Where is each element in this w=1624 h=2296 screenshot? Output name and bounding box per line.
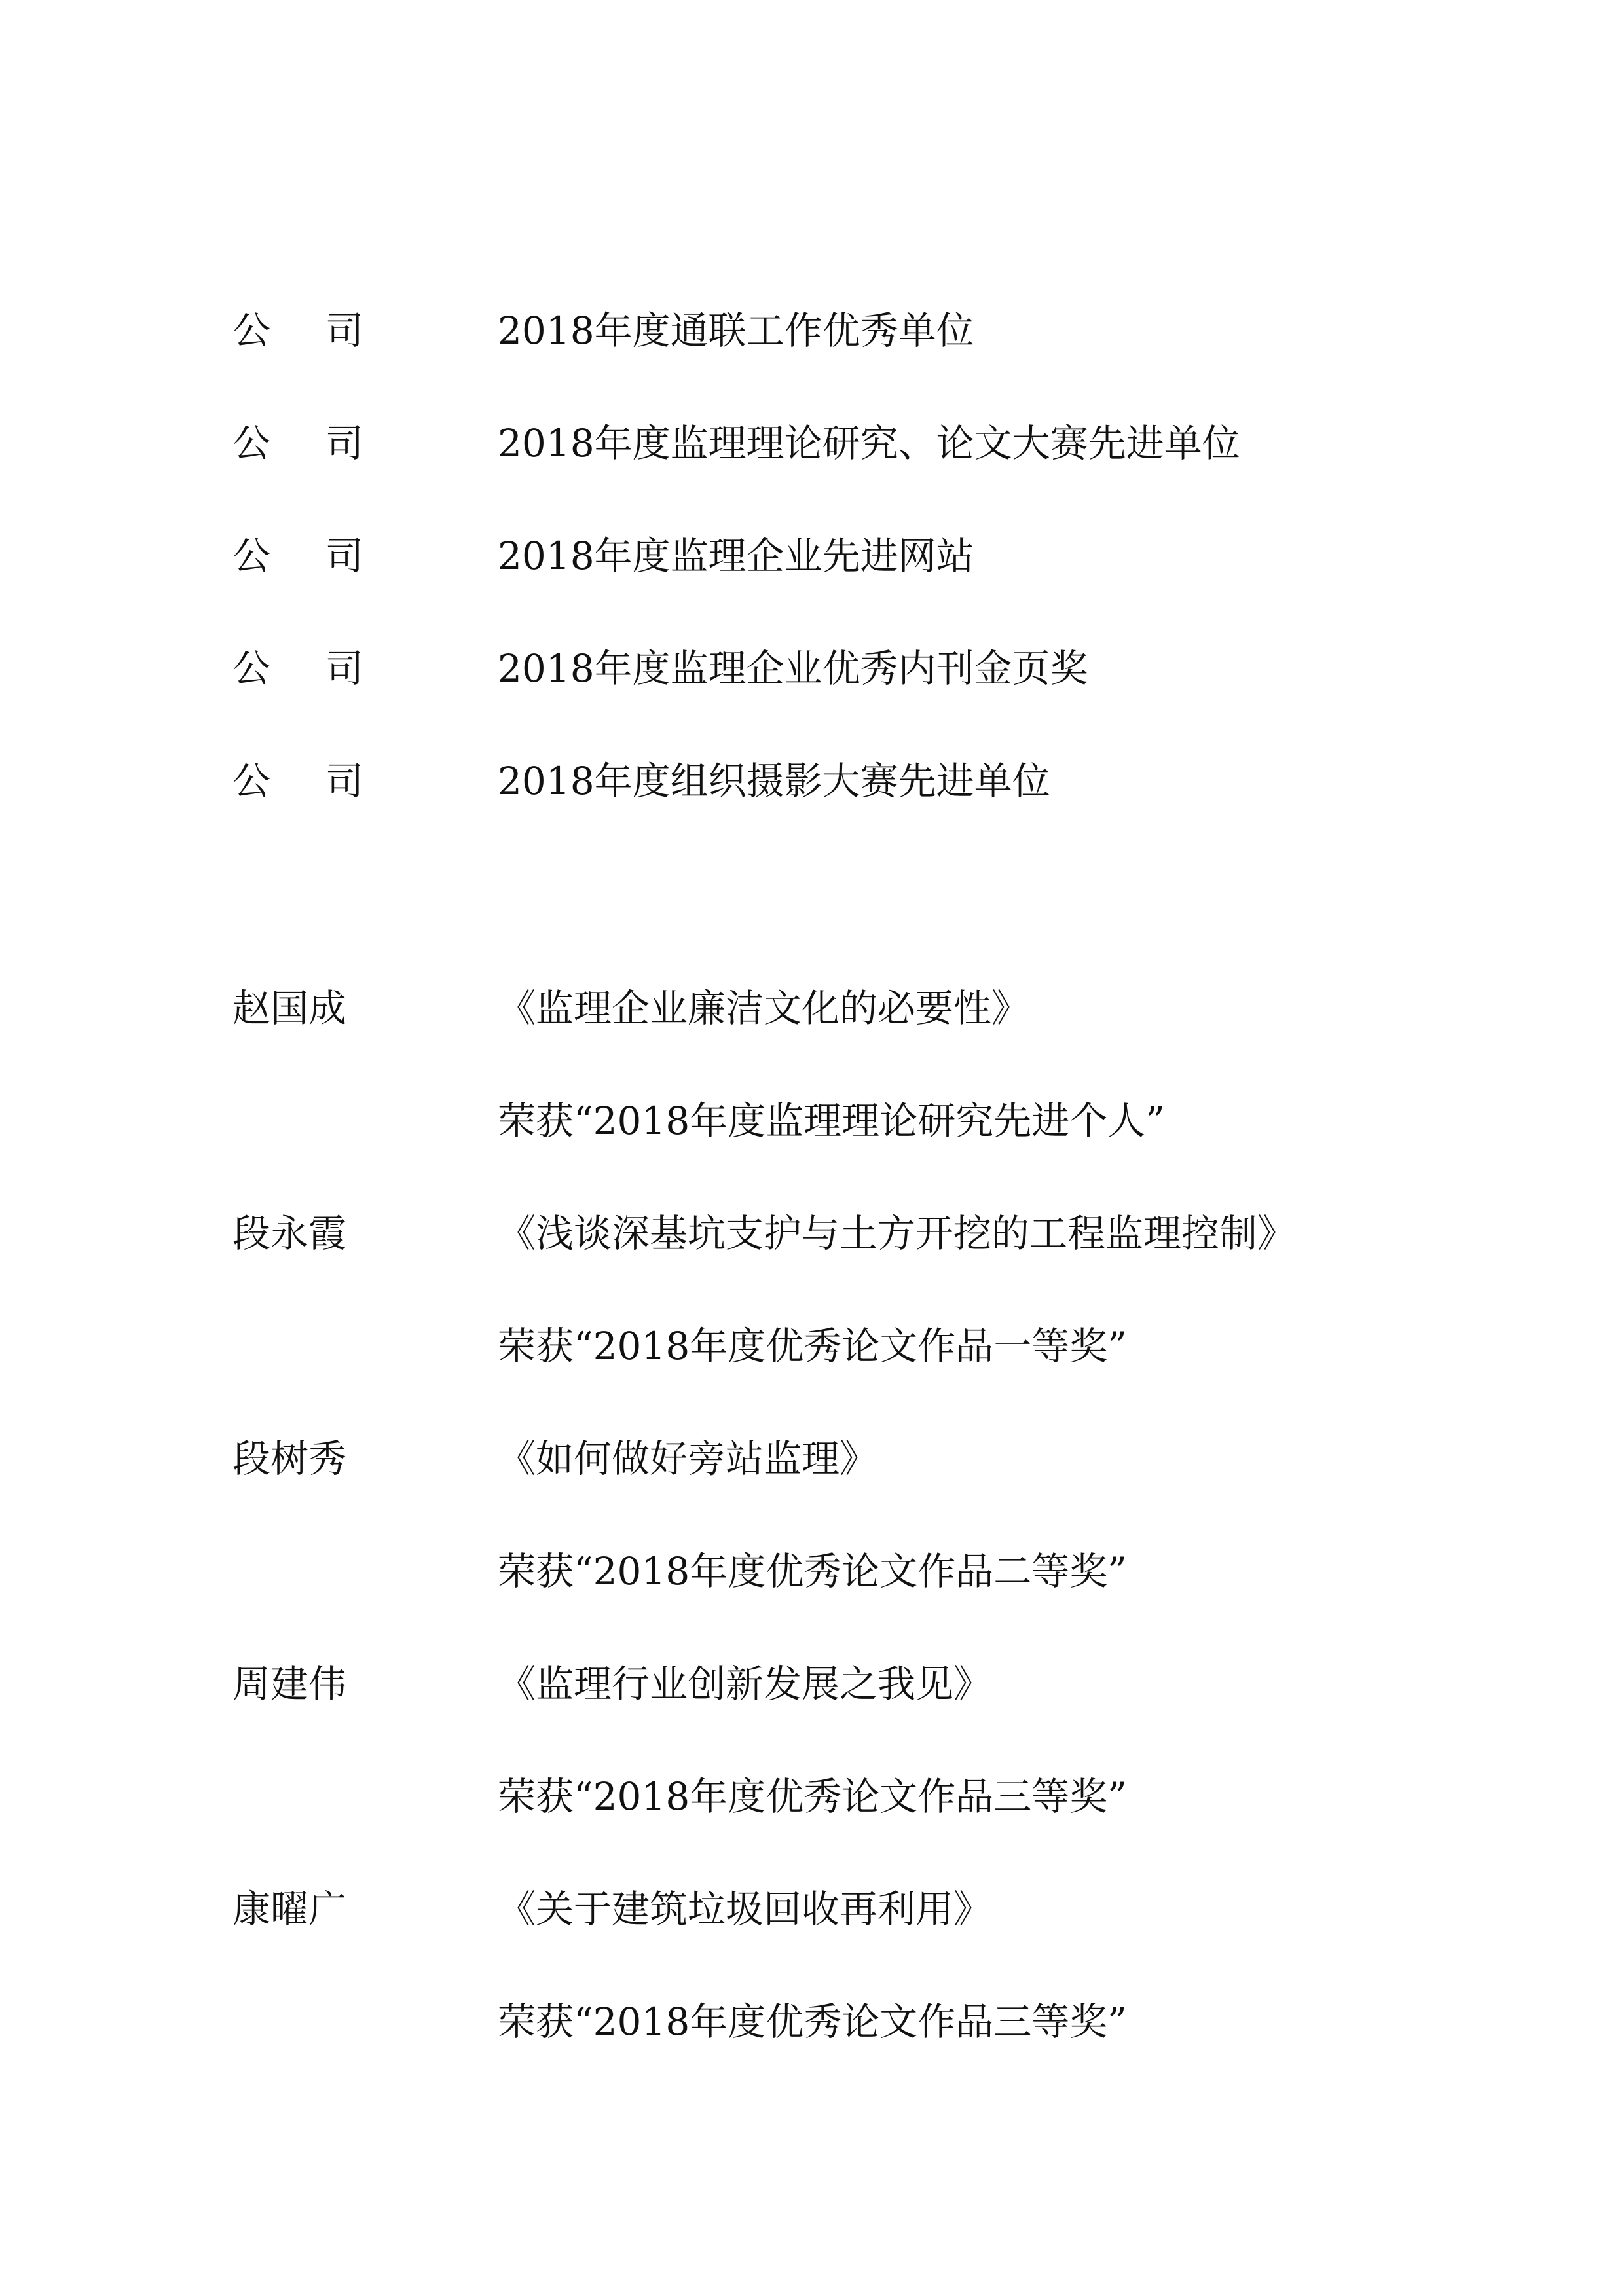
awardee-name: 周建伟 <box>232 1662 347 1706</box>
company-unit-label: 公司 <box>232 421 419 465</box>
award-description: 荣获“2018年度优秀论文作品三等奖” <box>498 1999 1127 2044</box>
paper-title: 《如何做好旁站监理》 <box>498 1436 878 1481</box>
awardee-name: 康曜广 <box>232 1887 347 1931</box>
company-award-title: 2018年度监理企业优秀内刊金页奖 <box>498 646 1088 691</box>
paper-title: 《监理企业廉洁文化的必要性》 <box>498 986 1030 1030</box>
award-description: 荣获“2018年度优秀论文作品二等奖” <box>498 1549 1127 1594</box>
awardee-name: 段树秀 <box>232 1436 347 1481</box>
paper-title: 《关于建筑垃圾回收再利用》 <box>498 1887 992 1931</box>
award-description: 荣获“2018年度监理理论研究先进个人” <box>498 1099 1165 1143</box>
company-unit-label: 公司 <box>232 759 419 803</box>
paper-title: 《监理行业创新发展之我见》 <box>498 1662 992 1706</box>
awardee-name: 段永霞 <box>232 1211 347 1256</box>
company-unit-label: 公司 <box>232 534 419 578</box>
award-description: 荣获“2018年度优秀论文作品三等奖” <box>498 1774 1127 1819</box>
company-award-title: 2018年度监理理论研究、论文大赛先进单位 <box>498 421 1240 465</box>
company-award-title: 2018年度组织摄影大赛先进单位 <box>498 759 1050 803</box>
company-award-title: 2018年度通联工作优秀单位 <box>498 308 974 353</box>
company-award-title: 2018年度监理企业先进网站 <box>498 534 974 578</box>
company-unit-label: 公司 <box>232 308 419 353</box>
award-description: 荣获“2018年度优秀论文作品一等奖” <box>498 1324 1127 1368</box>
paper-title: 《浅谈深基坑支护与土方开挖的工程监理控制》 <box>498 1211 1296 1256</box>
company-unit-label: 公司 <box>232 646 419 691</box>
awardee-name: 赵国成 <box>232 986 347 1030</box>
